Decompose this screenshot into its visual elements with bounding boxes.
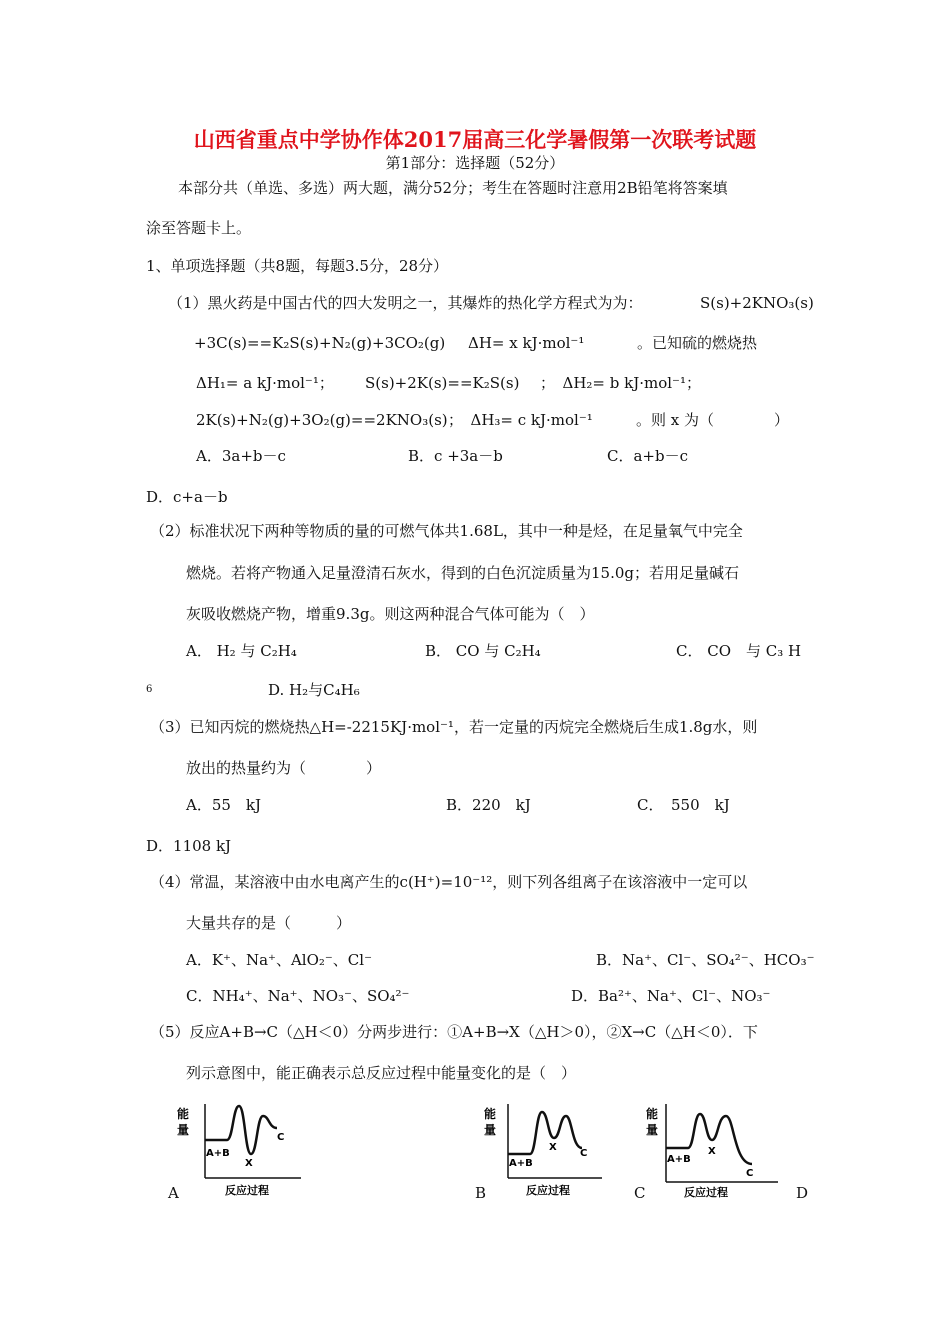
- yaxis-label-2: 量: [484, 1123, 497, 1137]
- q4-option-a[interactable]: A．K⁺、Na⁺、AlO₂⁻、Cl⁻: [186, 951, 372, 969]
- xaxis-label: 反应过程: [225, 1184, 269, 1197]
- q2-option-d[interactable]: D. H₂与C₄H₆: [268, 681, 360, 699]
- yaxis-label-2: 量: [177, 1123, 190, 1137]
- q2-option-a[interactable]: A． H₂ 与 C₂H₄: [186, 642, 297, 660]
- q3-option-b[interactable]: B．220 kJ: [446, 796, 531, 814]
- q1-option-a[interactable]: A．3a+b－c: [196, 447, 286, 465]
- xaxis-label: 反应过程: [526, 1184, 570, 1197]
- q1-dh2: ； ΔH₂= b kJ·mol⁻¹；: [540, 374, 701, 392]
- q3-line-2: 放出的热量约为（ ）: [186, 759, 382, 777]
- q1-dh: ΔH= x kJ·mol⁻¹: [468, 334, 585, 352]
- q1-option-d[interactable]: D．c+a－b: [146, 488, 228, 506]
- q1-eq1-end: S(s)+2KNO₃(s): [700, 294, 814, 312]
- intermediate-label: X: [245, 1158, 253, 1169]
- q4-line-1: （4）常温，某溶液中由水电离产生的c(H⁺)=10⁻¹²，则下列各组离子在该溶液中一定可以: [150, 873, 748, 891]
- q2-option-c[interactable]: C． CO 与 C₃ H: [676, 642, 802, 660]
- q1-stem: （1）黑火药是中国古代的四大发明之一，其爆炸的热化学方程式为为：: [168, 294, 643, 312]
- energy-diagram-b[interactable]: [476, 1100, 606, 1204]
- q4-option-c[interactable]: C．NH₄⁺、Na⁺、NO₃⁻、SO₄²⁻: [186, 987, 410, 1005]
- reactant-label: A+B: [206, 1148, 230, 1159]
- q1-option-c[interactable]: C．a+b－c: [607, 447, 688, 465]
- q3-option-d[interactable]: D．1108 kJ: [146, 837, 232, 855]
- intermediate-label: X: [549, 1142, 557, 1153]
- q2-option-b[interactable]: B． CO 与 C₂H₄: [425, 642, 541, 660]
- reactant-label: A+B: [667, 1154, 691, 1165]
- q1-dh3: ； ΔH₃= c kJ·mol⁻¹: [448, 411, 593, 429]
- yaxis-label-1: 能: [484, 1107, 497, 1121]
- q5-line-1: （5）反应A+B→C（△H＜0）分两步进行：①A+B→X（△H＞0），②X→C（△H＜0）．下: [150, 1023, 758, 1041]
- intermediate-label: X: [708, 1146, 716, 1157]
- q1-eq1-tail: 。已知硫的燃烧热: [637, 334, 758, 352]
- yaxis-label-2: 量: [646, 1123, 659, 1137]
- section-heading: 1、单项选择题（共8题，每题3.5分，28分）: [146, 257, 449, 275]
- q1-eq2: S(s)+2K(s)==K₂S(s): [365, 374, 520, 392]
- yaxis-label-1: 能: [177, 1107, 190, 1121]
- part-subtitle: 第1部分：选择题（52分）: [385, 154, 565, 172]
- energy-diagram-c[interactable]: [642, 1100, 782, 1204]
- q1-eq3: 2K(s)+N₂(g)+3O₂(g)==2KNO₃(s): [196, 411, 448, 429]
- q1-eq1: +3C(s)==K₂S(s)+N₂(g)+3CO₂(g): [194, 334, 446, 352]
- q2-line-3: 灰吸收燃烧产物，增重9.3g。则这两种混合气体可能为（ ）: [186, 605, 595, 623]
- q3-line-1: （3）已知丙烷的燃烧热△H=-2215KJ·mol⁻¹，若一定量的丙烷完全燃烧后生成1.8g水，则: [150, 718, 758, 736]
- q4-option-d[interactable]: D．Ba²⁺、Na⁺、Cl⁻、NO₃⁻: [571, 987, 771, 1005]
- q4-line-2: 大量共存的是（ ）: [186, 914, 352, 932]
- q1-dh1: ΔH₁= a kJ·mol⁻¹；: [196, 374, 334, 392]
- reactant-label: A+B: [509, 1158, 533, 1169]
- figure-letter-b[interactable]: B: [475, 1184, 487, 1202]
- q5-line-2: 列示意图中，能正确表示总反应过程中能量变化的是（ ）: [186, 1064, 577, 1082]
- q2-option-c-tail: 6: [146, 684, 153, 695]
- page-title: 山西省重点中学协作体2017届高三化学暑假第一次联考试题: [193, 127, 757, 152]
- product-label: C: [277, 1132, 285, 1143]
- product-label: C: [746, 1168, 754, 1179]
- q1-ask: 。则 x 为（ ）: [636, 411, 789, 429]
- yaxis-label-1: 能: [646, 1107, 659, 1121]
- q2-line-1: （2）标准状况下两种等物质的量的可燃气体共1.68L，其中一种是烃，在足量氧气中完全: [150, 522, 743, 540]
- q2-line-2: 燃烧。若将产物通入足量澄清石灰水，得到的白色沉淀质量为15.0g；若用足量碱石: [186, 564, 740, 582]
- xaxis-label: 反应过程: [684, 1186, 728, 1199]
- q1-option-b[interactable]: B．c +3a－b: [408, 447, 503, 465]
- energy-diagram-a[interactable]: [175, 1100, 305, 1204]
- q3-option-c[interactable]: C． 550 kJ: [637, 796, 730, 814]
- q4-option-b[interactable]: B．Na⁺、Cl⁻、SO₄²⁻、HCO₃⁻: [596, 951, 815, 969]
- intro-line-2: 涂至答题卡上。: [146, 219, 252, 237]
- figure-letter-c[interactable]: C: [634, 1184, 646, 1202]
- figure-letter-a[interactable]: A: [168, 1184, 179, 1202]
- intro-line-1: 本部分共（单选、多选）两大题，满分52分；考生在答题时注意用2B铅笔将答案填: [178, 179, 728, 197]
- figure-letter-d[interactable]: D: [796, 1184, 809, 1202]
- product-label: C: [580, 1148, 588, 1159]
- q3-option-a[interactable]: A．55 kJ: [186, 796, 262, 814]
